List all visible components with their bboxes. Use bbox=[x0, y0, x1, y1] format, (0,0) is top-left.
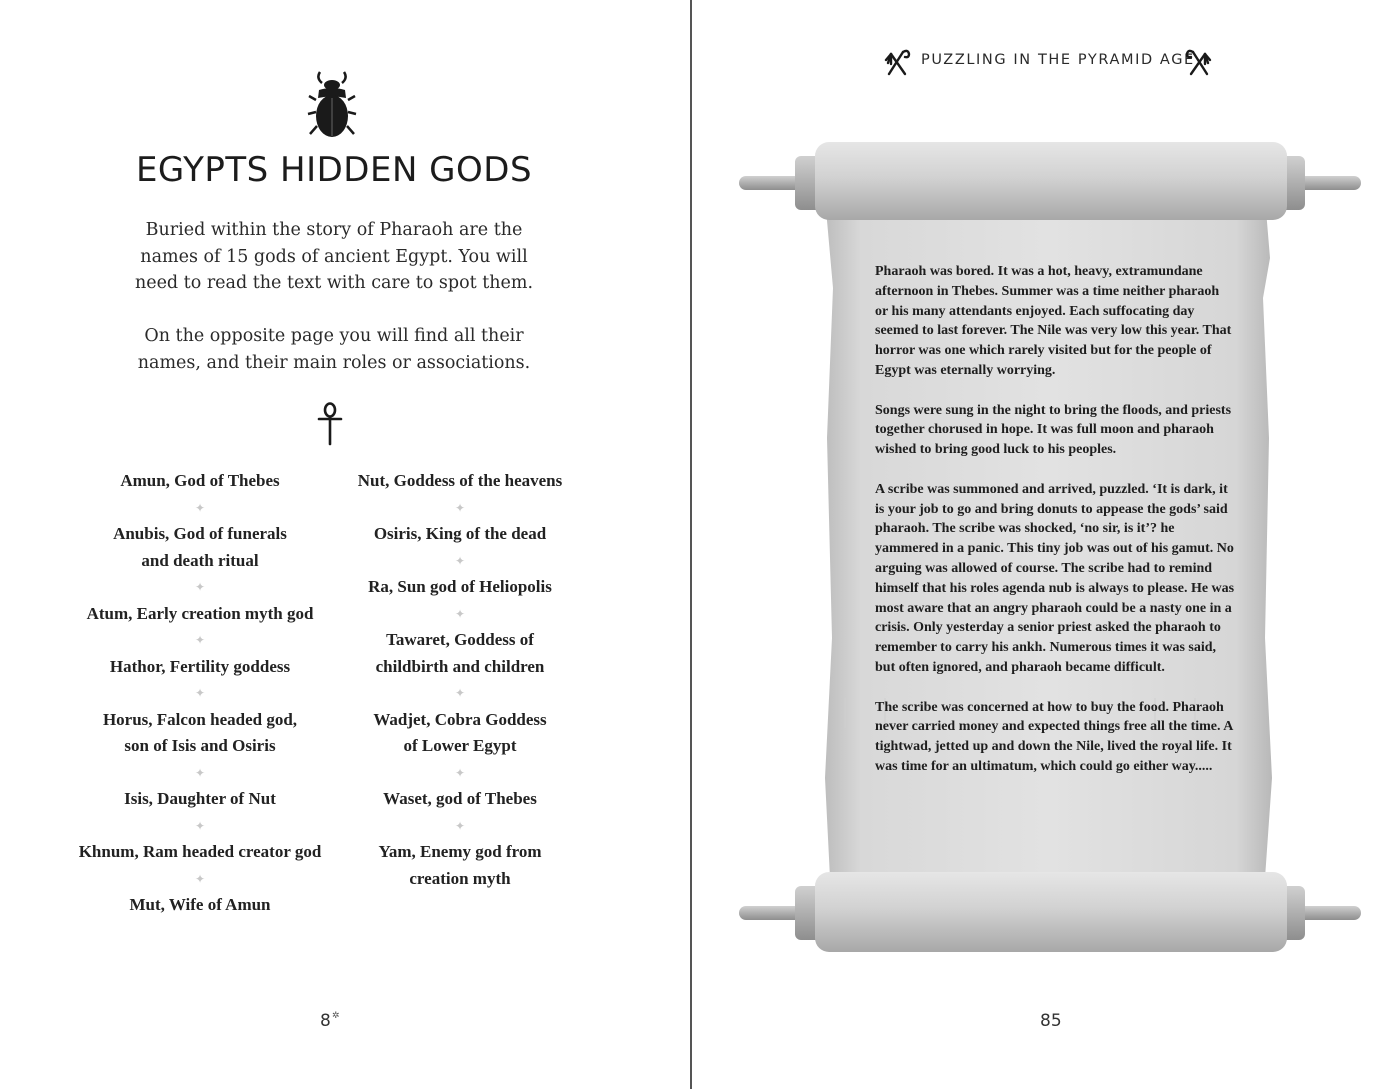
publisher-logo-icon: ✲ bbox=[331, 1011, 340, 1021]
god-entry: Horus, Falcon headed god, son of Isis and Osiris bbox=[102, 709, 298, 755]
separator-icon: ✦ bbox=[194, 871, 206, 886]
separator-icon: ✦ bbox=[454, 818, 466, 833]
god-entry: Tawaret, Goddess of childbirth and children bbox=[375, 630, 545, 676]
separator-icon: ✦ bbox=[454, 686, 466, 700]
story-text bbox=[875, 262, 1235, 797]
god-entry: Waset, god of Thebes bbox=[383, 789, 537, 808]
god-entry: Amun, God of Thebes bbox=[120, 471, 280, 490]
left-page bbox=[0, 0, 691, 1089]
separator-icon: ✦ bbox=[454, 553, 466, 568]
page-title: EGYPTS HIDDEN GODS bbox=[135, 150, 533, 190]
god-entry: Wadjet, Cobra Goddess of Lower Egypt bbox=[373, 709, 547, 755]
separator-icon: ✦ bbox=[194, 818, 206, 833]
page-number: 8 bbox=[320, 1011, 331, 1031]
story-paragraph: Pharaoh was bored. It was a hot, heavy, extramundane afternoon in Thebes. Summer was a time neither pharaoh or his many attendants enjoyed. Each suffocating day seemed to last forever. The Nile was very low this year. That horror was one which rarely visited but for the people of Egypt was eternally worrying. bbox=[875, 264, 1232, 378]
story-paragraph: Songs were sung in the night to bring the floods, and priests together chorused in hope. It was full moon and pharaoh wished to bring good luck to his peoples. bbox=[875, 402, 1232, 458]
page-number-right: 85 bbox=[1040, 1011, 1062, 1031]
god-entry: Ra, Sun god of Heliopolis bbox=[368, 577, 552, 596]
page-number-left bbox=[320, 1011, 339, 1031]
god-entry: Isis, Daughter of Nut bbox=[124, 789, 276, 808]
gods-list-right bbox=[330, 468, 590, 892]
god-entry: Nut, Goddess of the heavens bbox=[357, 471, 563, 490]
separator-icon: ✦ bbox=[194, 686, 206, 700]
separator-icon: ✦ bbox=[454, 500, 466, 515]
story-paragraph: A scribe was summoned and arrived, puzzled. ‘It is dark, it is your job to go and bring donuts to appease the gods’ said pharaoh. The scribe was shocked, ‘no sir, is it’? he yammered in a panic. This tiny job was out of his gamut. No arguing was allowed of course. The scribe had to remind himself that his roles agenda nub is always to please. He was most aware that an angry pharaoh could be a nasty one in a crisis. Only yesterday a senior priest asked the pharaoh to remember to carry his ankh. Numerous times it was said, but often ignored, and pharaoh became difficult. bbox=[875, 481, 1235, 675]
separator-icon: ✦ bbox=[194, 765, 206, 780]
god-entry: Anubis, God of funerals and death ritual bbox=[113, 524, 287, 570]
god-entry: Atum, Early creation myth god bbox=[86, 603, 314, 623]
crook-flail-icon bbox=[883, 48, 911, 76]
story-paragraph: The scribe was concerned at how to buy the food. Pharaoh never carried money and expected things free all the time. A tightwad, jetted up and down the Nile, lived the royal life. It was time for an ultimatum, which could go either way..... bbox=[875, 699, 1233, 774]
intro-paragraph-2: On the opposite page you will find all their names, and their main roles or associations. bbox=[137, 326, 531, 373]
separator-icon: ✦ bbox=[194, 633, 206, 647]
god-entry: Khnum, Ram headed creator god bbox=[78, 842, 322, 861]
running-head-text: PUZZLING IN THE PYRAMID AGE bbox=[921, 52, 1195, 68]
scarab-icon bbox=[306, 68, 358, 140]
running-head bbox=[880, 48, 1220, 76]
intro-paragraph: Buried within the story of Pharaoh are the names of 15 gods of ancient Egypt. You will need to read the text with care to spot them. bbox=[134, 220, 534, 293]
ankh-icon bbox=[316, 402, 344, 446]
separator-icon: ✦ bbox=[194, 580, 206, 594]
god-entry: Hathor, Fertility goddess bbox=[109, 656, 291, 676]
gods-list-left bbox=[70, 468, 330, 919]
god-entry: Yam, Enemy god from creation myth bbox=[378, 842, 542, 888]
god-entry: Mut, Wife of Amun bbox=[129, 895, 271, 914]
separator-icon: ✦ bbox=[194, 500, 206, 515]
god-entry: Osiris, King of the dead bbox=[373, 524, 547, 543]
crook-flail-icon bbox=[1185, 48, 1213, 76]
separator-icon: ✦ bbox=[454, 765, 466, 780]
separator-icon: ✦ bbox=[454, 606, 466, 621]
